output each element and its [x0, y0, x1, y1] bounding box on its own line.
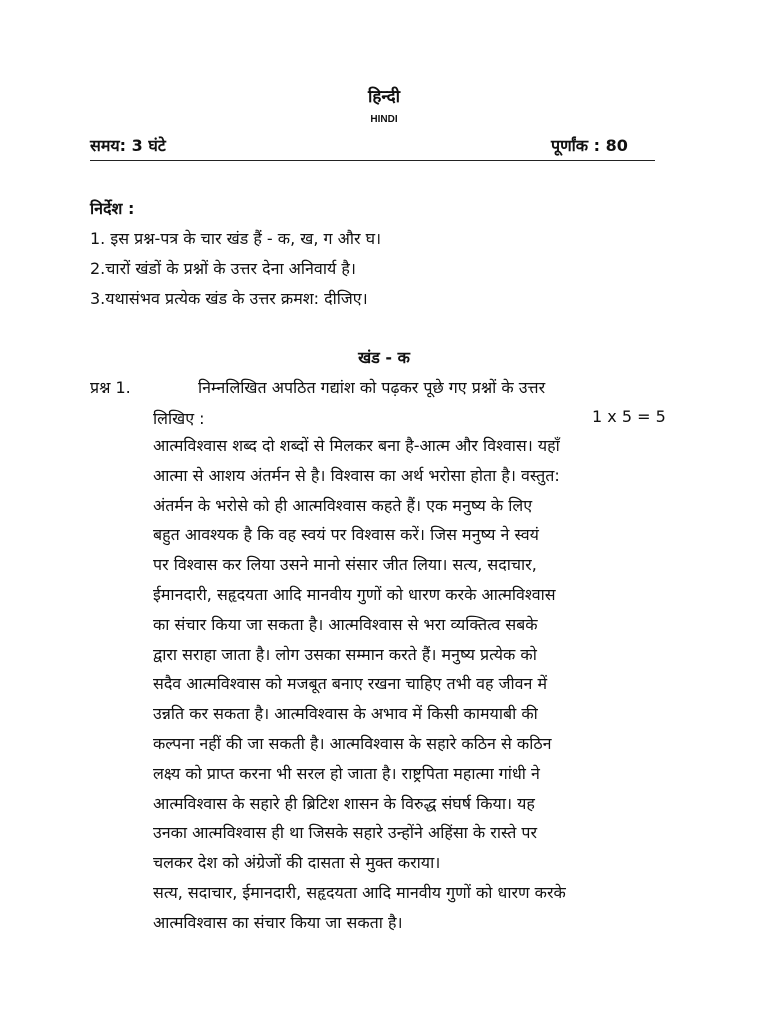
passage-line: आत्मविश्वास के सहारे ही ब्रिटिश शासन के विरुद्ध संघर्ष किया। यह [153, 793, 535, 813]
instruction-item: 3.यथासंभव प्रत्येक खंड के उत्तर क्रमश: दीजिए। [90, 289, 368, 308]
passage-line: सदैव आत्मविश्वास को मजबूत बनाए रखना चाहिए तभी वह जीवन में [153, 674, 548, 694]
passage-line: सत्य, सदाचार, ईमानदारी, सहृदयता आदि मानवीय गुणों को धारण करके [153, 882, 566, 902]
instruction-item: 1. इस प्रश्न-पत्र के चार खंड हैं - क, ख, ग और घ। [90, 229, 382, 248]
passage-line: कल्पना नहीं की जा सकती है। आत्मविश्वास के सहारे कठिन से कठिन [153, 733, 552, 753]
passage-line: उनका आत्मविश्वास ही था जिसके सहारे उन्होंने अहिंसा के रास्ते पर [153, 823, 538, 843]
time-allowed: समय: 3 घंटे [90, 136, 166, 155]
section-heading: खंड - क [358, 348, 410, 367]
passage-line: उन्नति कर सकता है। आत्मविश्वास के अभाव में किसी कामयाबी की [153, 704, 538, 724]
passage-line: द्वारा सराहा जाता है। लोग उसका सम्मान करते हैं। मनुष्य प्रत्येक को [153, 644, 537, 664]
passage [153, 431, 693, 938]
passage-line: आत्मविश्वास का संचार किया जा सकता है। [153, 912, 403, 932]
max-marks: पूर्णांक : 80 [551, 136, 628, 155]
passage-line: आत्मविश्वास शब्द दो शब्दों से मिलकर बना है-आत्म और विश्वास। यहाँ [153, 436, 560, 455]
header-divider [90, 160, 655, 161]
instruction-item: 2.चारों खंडों के प्रश्नों के उत्तर देना अनिवार्य है। [90, 259, 356, 278]
passage-line: ईमानदारी, सहृदयता आदि मानवीय गुणों को धारण करके आत्मविश्वास [153, 584, 556, 604]
passage-line: चलकर देश को अंग्रेजों की दासता से मुक्त कराया। [153, 853, 441, 873]
paper-subtitle: HINDI [370, 114, 398, 125]
question-number: प्रश्न 1. [90, 378, 131, 397]
question-text-continued: लिखिए : [153, 409, 205, 428]
passage-line: आत्मा से आशय अंतर्मन से है। विश्वास का अर्थ भरोसा होता है। वस्तुत: [153, 465, 560, 485]
passage-line: का संचार किया जा सकता है। आत्मविश्वास से भरा व्यक्तित्व सबके [153, 614, 538, 634]
passage-line: लक्ष्य को प्राप्त करना भी सरल हो जाता है। राष्ट्रपिता महात्मा गांधी ने [153, 763, 540, 783]
instructions-heading: निर्देश : [90, 199, 135, 218]
passage-line: अंतर्मन के भरोसे को ही आत्मविश्वास कहते हैं। एक मनुष्य के लिए [153, 495, 533, 515]
paper-title: हिन्दी [367, 87, 401, 107]
passage-line: पर विश्वास कर लिया उसने मानो संसार जीत लिया। सत्य, सदाचार, [153, 555, 537, 575]
question-text: निम्नलिखित अपठित गद्यांश को पढ़कर पूछे गए प्रश्नों के उत्तर [198, 378, 546, 397]
question-marks: 1 x 5 = 5 [592, 407, 666, 426]
passage-line: बहुत आवश्यक है कि वह स्वयं पर विश्वास करें। जिस मनुष्य ने स्वयं [153, 525, 539, 545]
